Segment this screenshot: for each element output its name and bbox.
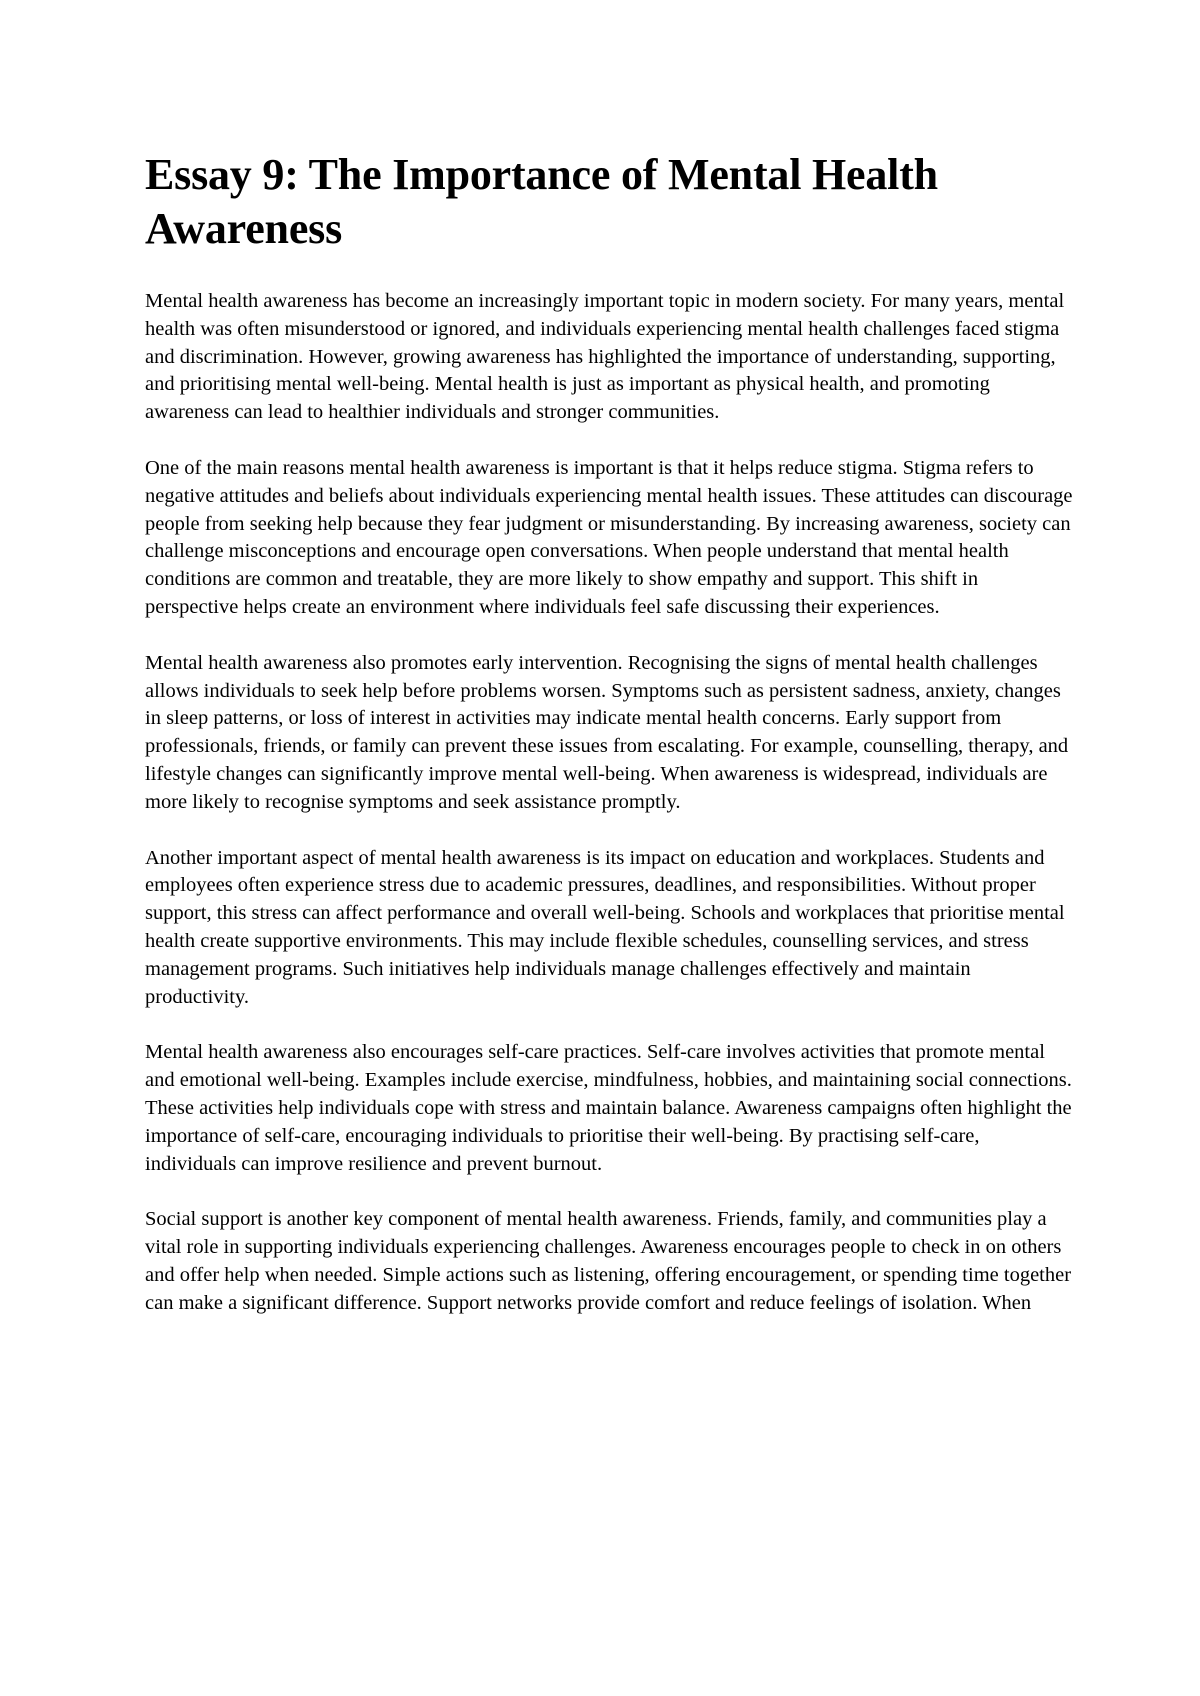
paragraph-5: Mental health awareness also encourages self-care practices. Self-care involves activities that promote mental and emotional well-being. Examples include exercise, mindfulness, hobbies, and maintaining social connections. These activities help individuals cope with stress and maintain balance. Awareness campaigns often highlight the importance of self-care, encouraging individuals to prioritise their well-being. By practising self-care, individuals can improve resilience and prevent burnout. bbox=[145, 1041, 1072, 1175]
paragraph-1: Mental health awareness has become an increasingly important topic in modern society. For many years, mental health was often misunderstood or ignored, and individuals experiencing mental health challenges faced stigma and discrimination. However, growing awareness has highlighted the importance of understanding, supporting, and prioritising mental well-being. Mental health is just as important as physical health, and promoting awareness can lead to healthier individuals and stronger communities. bbox=[145, 290, 1065, 424]
paragraph-3: Mental health awareness also promotes early intervention. Recognising the signs of mental health challenges allows individuals to seek help before problems worsen. Symptoms such as persistent sadness, anxiety, changes in sleep patterns, or loss of interest in activities may indicate mental health concerns. Early support from professionals, friends, or family can prevent these issues from escalating. For example, counselling, therapy, and lifestyle changes can significantly improve mental well-being. When awareness is widespread, individuals are more likely to recognise symptoms and seek assistance promptly. bbox=[145, 651, 1069, 813]
paragraph-2: One of the main reasons mental health awareness is important is that it helps reduce stigma. Stigma refers to negative attitudes and beliefs about individuals experiencing mental health issues. These attitudes can discourage people from seeking help because they fear judgment or misunderstanding. By increasing awareness, society can challenge misconceptions and encourage open conversations. When people understand that mental health conditions are common and treatable, they are more likely to show empathy and support. This shift in perspective helps create an environment where individuals feel safe discussing their experiences. bbox=[145, 456, 1073, 618]
document-body bbox=[145, 148, 1075, 1346]
paragraph-6: Social support is another key component of mental health awareness. Friends, family, and communities play a vital role in supporting individuals experiencing challenges. Awareness encourages people to check in on others and offer help when needed. Simple actions such as listening, offering encouragement, or spending time together can make a significant difference. Support networks provide comfort and reduce feelings of isolation. When bbox=[145, 1208, 1072, 1314]
essay-title: Essay 9: The Importance of Mental Health Awareness bbox=[145, 150, 938, 253]
paragraph-4: Another important aspect of mental health awareness is its impact on education and workplaces. Students and employees often experience stress due to academic pressures, deadlines, and responsibilities. Without proper support, this stress can affect performance and overall well-being. Schools and workplaces that prioritise mental health create supportive environments. This may include flexible schedules, counselling services, and stress management programs. Such initiatives help individuals manage challenges effectively and maintain productivity. bbox=[145, 846, 1065, 1008]
